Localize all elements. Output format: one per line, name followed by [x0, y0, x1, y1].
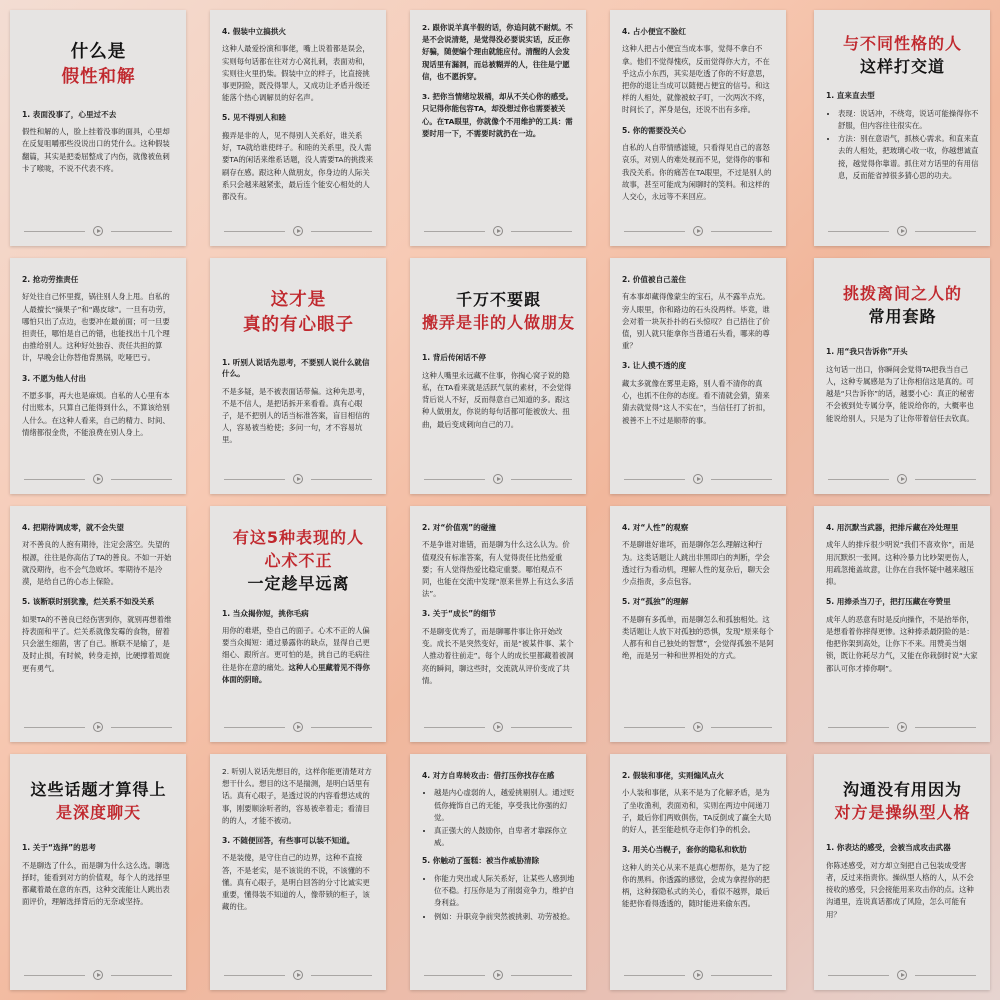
card-16[interactable]: [10, 754, 186, 990]
section-heading: 1. 关于“选择”的思考: [22, 843, 96, 853]
paragraph: 有本事却藏得像蒙尘的宝石，从不露半点光。旁人眼里，你和路边的石头没两样。毕竟，谁会对着一块灰扑扑的石头惊叹？自己捂住了价值，别人就只能拿你当普通石头看，哪来的尊重？: [622, 292, 770, 351]
card-20[interactable]: [814, 754, 990, 990]
audio-player[interactable]: [424, 225, 572, 237]
card-15[interactable]: [814, 506, 990, 742]
section-heading: 5. 该断联时别犹豫，烂关系不如没关系: [22, 597, 155, 607]
play-icon[interactable]: [493, 970, 503, 980]
card-title-line-2: 假性和解: [61, 67, 136, 88]
audio-player[interactable]: [424, 473, 572, 485]
section-heading: 4. 占小便宜不脸红: [622, 27, 686, 36]
play-icon[interactable]: [693, 474, 703, 484]
play-icon[interactable]: [293, 970, 303, 980]
card-title-line-2: 对方是操纵型人格: [834, 803, 971, 823]
audio-player[interactable]: [828, 473, 976, 485]
paragraph: 不是争谁对谁错，而是聊为什么这么认为。价值观没有标准答案，有人觉得责任比热爱重要；有人觉得热爱比稳定重要。哪怕观点不同，也能在交流中发现“原来世界上有这么多活法”。: [422, 540, 574, 599]
play-icon[interactable]: [693, 970, 703, 980]
bullet-item: • 越是内心虚弱的人，越爱挑剔别人。通过贬低你掩饰自己的无能，享受我比你强的幻觉。: [434, 787, 575, 824]
audio-player[interactable]: [828, 969, 976, 981]
paragraph: 好处往自己怀里揽，锅往别人身上甩。自私的人最擅长“摘果子”和“踢皮球”。一旦有功劳，哪怕只出了点边，也要冲在最前面；可一旦要担责任，哪怕是自己的错，也能找出十几个理由推给别人。这种好处独吞、责任共担的算计，早晚会让你替他背黑锅，吃哑巴亏。: [22, 292, 171, 363]
play-icon[interactable]: [93, 226, 103, 236]
card-4[interactable]: [610, 10, 786, 246]
bullet-list: [422, 787, 575, 849]
play-icon[interactable]: [493, 226, 503, 236]
audio-player[interactable]: [24, 721, 172, 733]
audio-player[interactable]: [24, 473, 172, 485]
audio-player[interactable]: [828, 225, 976, 237]
play-icon[interactable]: [293, 722, 303, 732]
play-icon[interactable]: [293, 226, 303, 236]
card-title-line-1: 这些话题才算得上: [30, 780, 167, 799]
audio-player[interactable]: [624, 721, 772, 733]
paragraph: 你陈述感受，对方却立刻把自己包装成受害者，反过来指责你。操纵型人格的人，从不会接收的感受，只会接能用来攻击你的点。这种沟通里，连说真话都成了风险，怎么可能有用？: [826, 860, 974, 919]
card-9[interactable]: [610, 258, 786, 494]
play-icon[interactable]: [93, 722, 103, 732]
play-icon[interactable]: [897, 474, 907, 484]
section-heading: 2. 对“价值观”的碰撞: [422, 523, 496, 532]
paragraph: 自私的人自带情感滤镜，只看得见自己的喜怒哀乐，对别人的难处视而不见，觉得你的事和我没关系。你的痛苦在TA眼里，不过是别人的故事，甚至可能成为闲聊时的笑料。和这样的人交心，永远等不来回应。: [622, 143, 772, 201]
play-icon[interactable]: [693, 226, 703, 236]
play-icon[interactable]: [93, 474, 103, 484]
paragraph: 这种人的关心从来不是真心想帮你，是为了挖你的黑料。你透露的感觉，会成为拿捏你的把柄，这种探隐私式的关心，看似不越界，最后能把你看得透透的，随时能进来偷东西。: [622, 862, 770, 909]
section-heading: 2. 假装和事佬，实则煽风点火: [622, 771, 724, 780]
card-11[interactable]: [10, 506, 186, 742]
section-heading: 5. 见不得别人和睦: [222, 113, 286, 123]
audio-player[interactable]: [24, 969, 172, 981]
play-icon[interactable]: [897, 970, 907, 980]
card-title-line-2: 是深度聊天: [55, 803, 141, 823]
play-icon[interactable]: [293, 474, 303, 484]
paragraph: 不愿多事，再大也是麻烦。自私的人心里有本付出账本，只算自己能得到什么，不算该给别人什么。在这种人看来，自己的精力、时间、情绪都很金贵，不能浪费在别人身上。: [22, 391, 170, 437]
card-2[interactable]: [210, 10, 386, 246]
paragraph: 不是聊谁好谁坏，而是聊你怎么理解这种行为。这类话题让人跳出非黑即白的判断，学会透过行为看动机，理解人性的复杂后，聊天会少点指责，多点包容。: [622, 540, 770, 587]
section-heading: 3. 让人摸不透的度: [622, 361, 686, 371]
section-heading: 2. 价值被自己羞住: [622, 275, 686, 284]
audio-player[interactable]: [224, 969, 372, 981]
bullet-item: • 例如：升职竞争前突然被挑刺、功劳被抢。: [434, 911, 575, 923]
card-title-line-1: 千万不要跟: [455, 290, 541, 309]
card-title-line-2: 常用套路: [868, 307, 937, 327]
paragraph: 2. 跟你说羊真半假的话，你追问就不耐烦。不是不会说清楚，是觉得没必要说实话，反正你好骗，随便编个理由就能应付。清醒的人会发现话里有漏洞，而总被糊弄的人，往往是宁愿信，也不愿拆穿。: [422, 23, 573, 81]
bullet-item: • 你能力突出或人际关系好，让某些人感到地位不稳。打压你是为了削弱竞争力，维护自身利益。: [434, 873, 575, 910]
paragraph: 假性和解的人，脸上挂着没事的面具，心里却在反复咀嚼那些没说出口的凭什么。这种假装翻篇，其实是把委屈整成了内伤，就像被鱼刺卡了喉咙，不说不代表不疼。: [22, 127, 170, 173]
paragraph: 搬弄是非的人，见不得别人关系好，谁关系好，TA就给谁使绊子。和睦的关系里，没人需要TA的闲话来维系话题，没人需要TA的挑拨来刷存在感。跟这种人做朋友，你身边的人际关系只会越来越紧张，最后连个能安心相处的人都没有。: [222, 130, 374, 201]
play-icon[interactable]: [693, 722, 703, 732]
audio-player[interactable]: [828, 721, 976, 733]
card-title-line-1: 挑拨离间之人的: [842, 284, 962, 303]
paragraph: 不是聊有多孤单，而是聊怎么和孤独相处。这类话题让人放下对孤独的恐惧，发现“原来每个人都有和自己独处的智慧”，会觉得孤独不是阿绝，而是另一种和世界相处的方式。: [622, 614, 774, 661]
section-heading: 1. 直来直去型: [826, 91, 875, 101]
paragraph: 这句话一出口，你瞬间会觉得TA把我当自己人，这种专属感是为了让你相信这是真的。可越是“只告诉你”的话，越要小心：真正的秘密不会被到处专属分享，能说给你的，大概率也能说给别人，只是为了让你带着信任去钦真。: [826, 364, 975, 423]
card-6[interactable]: [10, 258, 186, 494]
section-heading: 1. 表面没事了，心里过不去: [22, 109, 117, 119]
section-heading: 3. 用关心当幌子，套你的隐私和软肋: [622, 845, 747, 855]
paragraph: 成年人的排斥很少明说“我们不喜欢你”，而是用沉默织一张网。这种冷暴力比吵架更伤人，用疏忽掩盖故意，让你在自我怀疑中越来越压抑。: [826, 540, 975, 587]
section-heading: 4. 把期待调成零，就不会失望: [22, 523, 124, 532]
paragraph: 如果TA的不善良已经伤害到你，就别再想着维持表面和平了。烂关系就像发霉的食物，留着只会滋生细菌，害了自己。断联不是输了，是及时止损，有时候，转身走掉，比硬撑着周旋更有勇气。: [22, 614, 172, 673]
section-heading: 5. 对“孤独”的理解: [622, 597, 689, 607]
paragraph: 成年人的恶意有时是反向操作，不是抬举你，是想看着你摔得更惨。这种捧杀最阴险的是：他把你架到高处，让你下不来。用赞美当烟锁，既让你耗尽力气，又能在你栽倒时说“大家都认可你才捧你啊”。: [826, 614, 978, 673]
card-title-line-2: 搬弄是非的人做朋友: [422, 313, 576, 333]
card-18[interactable]: [410, 754, 586, 990]
card-title-line-3: 一定趁早远离: [247, 574, 350, 594]
card-7[interactable]: [210, 258, 386, 494]
card-5[interactable]: [814, 10, 990, 246]
section-heading: 3. 关于“成长”的细节: [422, 609, 496, 619]
card-title-line-2: 心术不正: [264, 551, 333, 571]
paragraph: 这种人最爱扮演和事佬，嘴上说着都是误会，实则每句话都在往对方心窝扎刺，表面劝和，实则往火里扔柴。假装中立的样子，比直接挑事更阴险，既没得罪人，又成功让矛盾升级还能落个热心调解员的好名声。: [222, 44, 370, 103]
section-heading: 5. 用捧杀当刀子，把打压藏在夸赞里: [826, 597, 951, 607]
card-title-line-1: 有这5种表现的人: [232, 528, 365, 547]
play-icon[interactable]: [493, 722, 503, 732]
paragraph: 不是多疑，是不被表面话带偏。这种先思考，不是不信人，是把话拆开来看看。真有心眼子，是不把别人的话当标准答案，盲目相信的人，容易被当枪使；多问一句，才不容易坑里。: [222, 386, 370, 445]
card-title-line-2: 这样打交道: [859, 57, 945, 77]
bullet-list: [422, 873, 575, 923]
bullet-list: [826, 108, 979, 182]
bullet-item: • 真正强大的人鼓励你，自卑者才靠踩你立威。: [434, 825, 575, 849]
audio-player[interactable]: [224, 721, 372, 733]
section-heading: 4. 对方自卑转攻击：借打压你找存在感: [422, 771, 555, 780]
section-heading: 3. 不愿为他人付出: [22, 373, 86, 383]
section-heading: 5. 你触动了蛋糕：被当作威胁清除: [422, 856, 540, 866]
section-heading: 3. 不随便回答，有些事可以装不知道。: [222, 836, 355, 846]
paragraph: 2. 听别人说话先想目的，这样你能更清楚对方想干什么。想目的这不是揣测，是明白话里有话。真有心眼子，是透过说的内容看想达成的事，刚要顺涂听者的，容易被牵着走；看清目的的人，才能不被动。: [222, 767, 372, 825]
paragraph: 不是装傻，是守住自己的边界，这种不直接答，不是老实，是不该说的不说，不该懂的不懂。真有心眼子，是明白回答的分寸比诚实更重要，懂得装不知道的人，像带锁的柜子，该藏的住。: [222, 853, 370, 912]
card-title-line-1: 沟通没有用因为: [842, 780, 962, 799]
play-icon[interactable]: [493, 474, 503, 484]
section-heading: 1. 用“我只告诉你”开头: [826, 347, 908, 357]
section-heading: 1. 当众揭你短，挑你毛病: [222, 608, 309, 618]
card-title-line-1: 这才是: [270, 290, 327, 310]
section-heading: 2. 抢功劳推责任: [22, 275, 79, 284]
card-17[interactable]: [210, 754, 386, 990]
card-14[interactable]: [610, 506, 786, 742]
card-10[interactable]: [814, 258, 990, 494]
section-heading: 1. 你表达的感受，会被当成攻击武器: [826, 843, 951, 853]
paragraph: 不是聊变优秀了，而是聊哪件事让你开始改变。成长不是突然变好，而是“被某件事、某个人推动着往前走”。每个人的成长里都藏着被洞亮的瞬间，聊这些时，交流就从评价变成了共情。: [422, 626, 574, 685]
audio-player[interactable]: [624, 473, 772, 485]
audio-player[interactable]: [24, 225, 172, 237]
paragraph-emphasis: 这种人心里藏着见不得你体面的阴暗。: [222, 662, 370, 684]
section-heading: 4. 假装中立搞拱火: [222, 27, 286, 36]
paragraph: 这种人把占小便宜当成本事，觉得不拿白不拿。他们不觉得愧疚，反而觉得你大方，不在乎这点小东西，其实是吃透了你的不好意思，把你的退让当成可以随便占便宜的信号。和这样的人相处，就像被蚊子叮，一次两次不疼，时间长了，浑身是包，还说不出有多痒。: [622, 44, 770, 115]
paragraph: 这种人嘴里永远藏不住事，你掏心窝子说的隐私，在TA看来就是活跃气氛的素材，不会觉得背后说人不好，反而得意自己知道的多。跟这种人做朋友，你说的每句话都可能被放大、扭曲，最后变成刺向自己的刀。: [422, 370, 572, 429]
card-8[interactable]: [410, 258, 586, 494]
audio-player[interactable]: [624, 969, 772, 981]
play-icon[interactable]: [897, 226, 907, 236]
audio-player[interactable]: [424, 969, 572, 981]
paragraph: [222, 625, 375, 686]
card-title-line-1: 什么是: [70, 42, 127, 62]
paragraph: 对不善良的人抱有期待，注定会落空。失望的根源，往往是你高估了TA的善良。不如一开始就没期待，也不会气急败坏。零期待不是冷漠，是给自己的心态上保险。: [22, 540, 172, 587]
section-heading: 4. 用沉默当武器，把排斥藏在冷处理里: [826, 523, 959, 532]
card-1[interactable]: [10, 10, 186, 246]
paragraph: 小人装和事佬，从来不是为了化解矛盾，是为了坐收渔利，表面劝和，实则在两边中间递刀子，最后你们两败俱伤，TA反倒成了赢全大局的好人，甚至能趁机夺走你们争的机会。: [622, 788, 772, 835]
card-19[interactable]: [610, 754, 786, 990]
play-icon[interactable]: [897, 722, 907, 732]
paragraph: 不是聊选了什么，而是聊为什么这么选。聊选择时，能看到对方的价值观，每个人的选择里都藏着最在意的东西，这种交流能让人跳出表面评价，理解选择背后的无奈或坚持。: [22, 860, 170, 907]
bullet-item: • 方法：别在意语气，抓核心需求。和直来直去的人相处，把玻璃心收一收，你越想诚直接，越觉得你靠谱。抓住对方话里的有用信息，反而能省掉很多猜心思的功夫。: [838, 133, 979, 182]
section-heading: 5. 你的需要没关心: [622, 125, 686, 135]
card-13[interactable]: [410, 506, 586, 742]
card-title-line-2: 真的有心眼子: [243, 315, 354, 336]
audio-player[interactable]: [424, 721, 572, 733]
paragraph: 3. 把你当情绪垃圾桶，却从不关心你的感受。只记得你能包容TA，却没想过你也需要被关心。在TA眼里，你就像个不用维护的工具：需要时用一下，不需要时就扔在一边。: [422, 92, 573, 138]
section-heading: 1. 背后传闲话不停: [422, 353, 486, 363]
card-12[interactable]: [210, 506, 386, 742]
play-icon[interactable]: [93, 970, 103, 980]
bullet-item: • 表现：说话冲，不绕弯，说话可能操得你不舒服，但内容往往很实在。: [838, 108, 979, 132]
card-3[interactable]: [410, 10, 586, 246]
audio-player[interactable]: [224, 225, 372, 237]
audio-player[interactable]: [624, 225, 772, 237]
section-heading: 4. 对“人性”的观察: [622, 523, 689, 532]
paragraph: 藏太多就像在雾里走路，别人看不清你的真心，也抓不住你的态度。看不清就会猜，猜来猜去就觉得“这人不实在”，当信任打了折扣，被善不上不过是顺带的事。: [622, 378, 771, 425]
section-heading: 1. 听别人说话先思考，不要别人说什么就信什么。: [222, 357, 370, 379]
audio-player[interactable]: [224, 473, 372, 485]
card-title-line-1: 与不同性格的人: [842, 34, 962, 53]
paragraph-text: 用你的难堪，垫自己的面子。心术不正的人偏要当众揭短：通过暴露你的缺点，显得自己更细心、跟所言。更可怕的是，挑自己的毛病往往是你在意的痛处。: [222, 625, 370, 672]
